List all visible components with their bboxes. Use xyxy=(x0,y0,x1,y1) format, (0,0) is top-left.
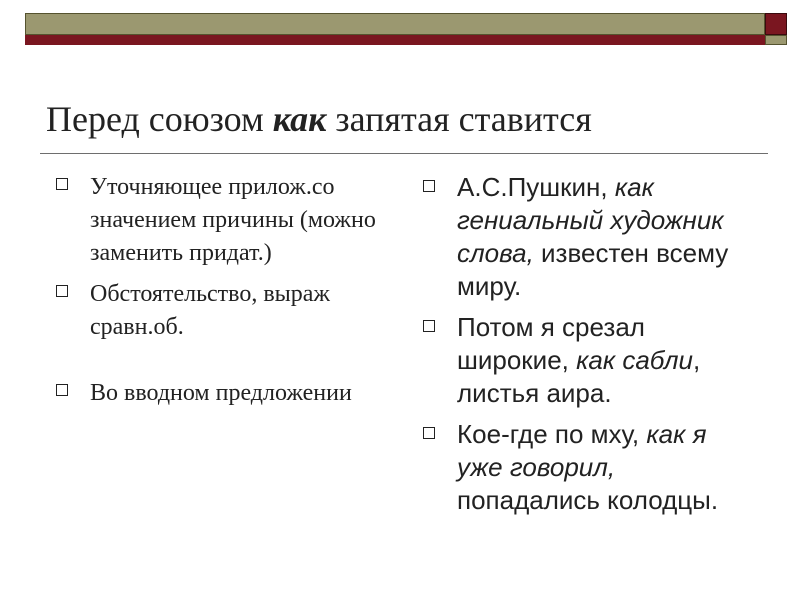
title-emphasis: как xyxy=(272,99,327,139)
title-divider xyxy=(40,153,768,154)
header-decor-olive-bar xyxy=(25,13,765,35)
left-bullet-list xyxy=(56,171,376,418)
list-item: Кое-где по мху, как я уже говорил, попадались колодцы. xyxy=(423,418,753,517)
list-item: Обстоятельство, выраж сравн.об. xyxy=(56,278,376,344)
list-item: Потом я срезал широкие, как сабли, листья аира. xyxy=(423,311,753,410)
square-bullet-icon xyxy=(56,384,68,396)
square-bullet-icon xyxy=(56,285,68,297)
slide-title: Перед союзом как запятая ставится xyxy=(46,99,592,139)
header-decor-maroon-square xyxy=(765,13,787,35)
header-decor-olive-square xyxy=(765,35,787,45)
square-bullet-icon xyxy=(423,320,435,332)
list-item: Во вводном предложении xyxy=(56,377,376,410)
list-item: А.С.Пушкин, как гениальный художник слова, известен всему миру. xyxy=(423,171,753,303)
list-item: Уточняющее прилож.со значением причины (можно заменить придат.) xyxy=(56,171,376,270)
square-bullet-icon xyxy=(423,180,435,192)
square-bullet-icon xyxy=(423,427,435,439)
header-decor-maroon-bar xyxy=(25,35,765,45)
square-bullet-icon xyxy=(56,178,68,190)
right-bullet-list xyxy=(423,171,753,525)
